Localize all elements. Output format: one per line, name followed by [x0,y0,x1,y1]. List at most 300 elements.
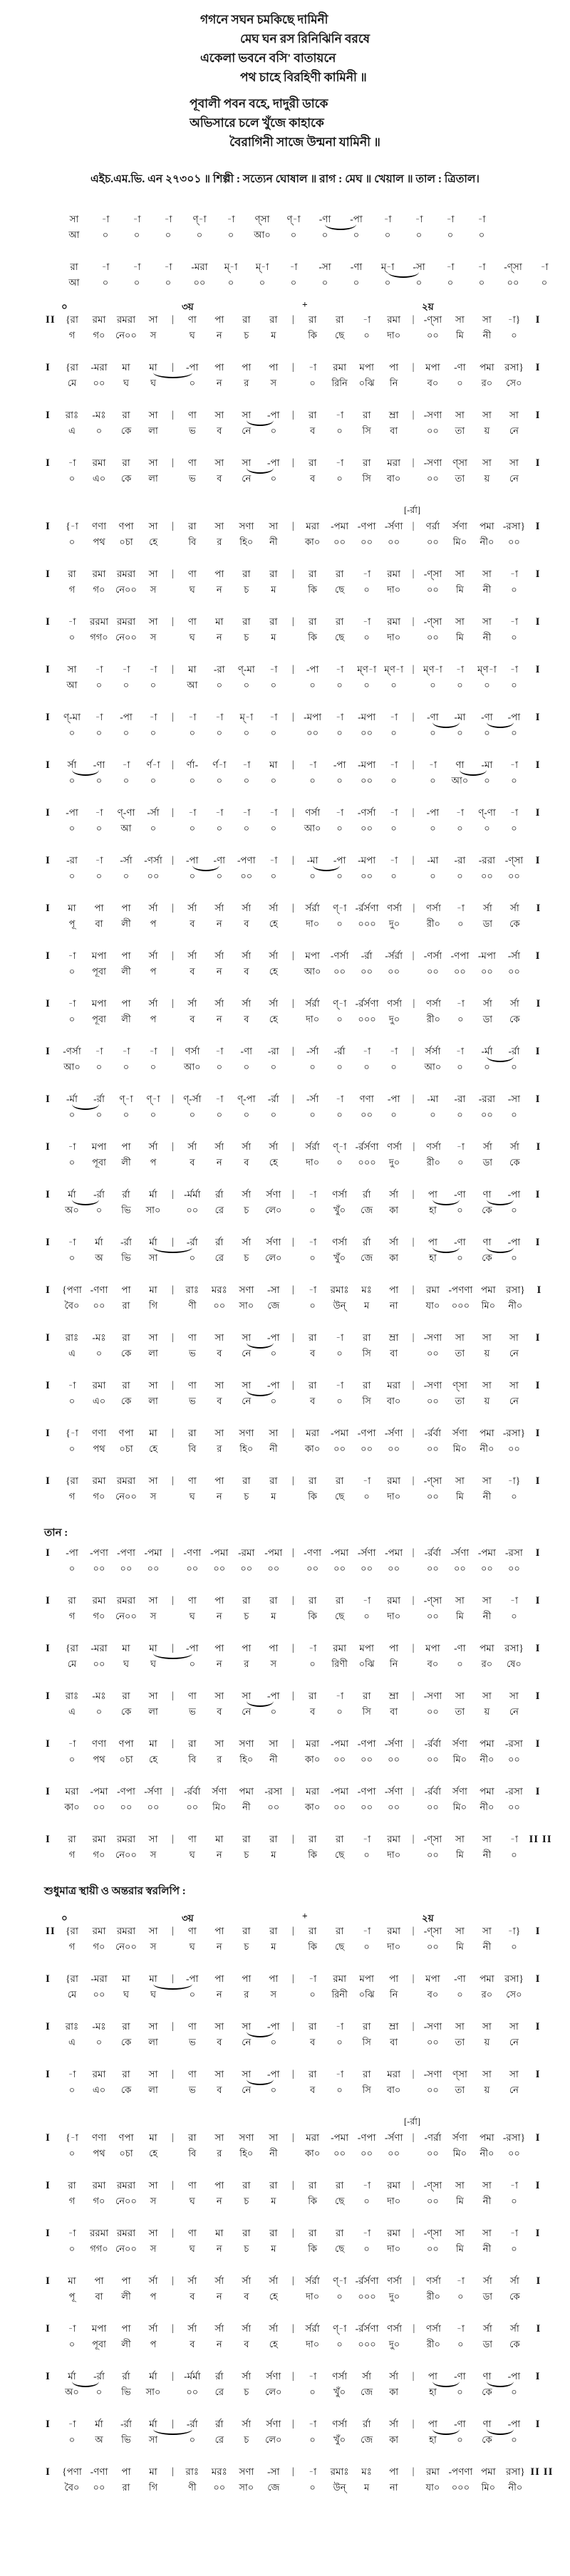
beat-group [419,361,527,389]
swara: ণ্-া [119,1094,133,1104]
swara: র্ণ-া [212,759,227,770]
swara: সা [214,1380,224,1391]
bol-lyric: ০ [363,1061,370,1072]
beat-group [58,1833,167,1861]
tala-marker: + [302,299,308,310]
bol-lyric: ০ [68,2339,76,2349]
note-cell [233,1973,260,2000]
swara: মা [188,664,197,675]
note-cell [326,313,353,341]
note-cell [140,520,167,548]
note-cell [380,1045,408,1073]
note-cell [140,997,167,1025]
bol-lyric: নি [389,378,398,388]
right-barline: I [535,1738,541,1750]
swara: -পমা [331,2132,349,2143]
note-cell [86,902,113,930]
right-barline: I [535,1926,541,1937]
swara: রা [308,2180,317,2191]
note-cell [86,409,113,437]
swara: রমা [387,1926,401,1936]
note-cell [86,2020,113,2048]
note-cell [500,1093,527,1121]
note-cell [140,409,167,437]
swara: -মরা [90,1643,108,1653]
swara: র্ণ-া [146,759,160,770]
bol-lyric: সি [362,1348,371,1359]
bol-lyric: স [150,2196,157,2206]
note-cell [58,950,86,977]
note-cell [380,2020,408,2048]
beat-separator: | [412,1332,415,1343]
swara: -র্সা [306,1046,319,1056]
note-cell [353,313,380,341]
bol-lyric: ০ [390,775,397,786]
beat-group [179,520,287,548]
swara: র্সণা [452,1428,467,1438]
note-cell [500,1642,527,1670]
note-cell [353,1379,380,1407]
swara: মা [215,2228,224,2238]
note-cell [140,2131,167,2159]
left-barline: I [46,2069,51,2080]
swara: রা [188,1738,197,1749]
bol-lyric: ০ [270,1061,277,1072]
beat-group [299,616,408,643]
beat-separator: | [412,2069,415,2079]
note-cell [446,2179,473,2207]
beat-separator: | [291,759,294,770]
beat-group [299,1738,408,1765]
note-cell [500,1973,527,2000]
swara: মা [68,2275,76,2286]
swara: -র্রা [93,2371,105,2382]
beat-separator: | [291,1738,294,1749]
note-cell [326,1379,353,1407]
note-cell [260,1594,287,1622]
bol-lyric: কা০ [304,1443,321,1454]
bol-lyric: ০ [430,775,436,786]
swara: -ণা [454,362,466,373]
beat-group [179,2275,287,2302]
beat-separator: | [172,2021,174,2032]
beat-group [179,2466,287,2493]
right-barline: II II [530,2466,554,2478]
bol-lyric: ০ [68,1396,76,1406]
bol-lyric: ০ [353,277,360,288]
bol-lyric: চ [244,1849,249,1860]
beat-group [299,1973,408,2000]
bol-lyric: এ০ [92,1396,106,1406]
note-cell [353,1141,381,1168]
bol-lyric: ০০ [333,1443,346,1454]
swara: পা [269,1973,279,1984]
bol-lyric: দা০ [306,2291,320,2302]
bol-lyric: ০০ [240,1563,253,1574]
bol-lyric: স [150,1941,157,1952]
left-barline: I [46,998,51,1009]
swara: রা [242,314,251,325]
swara: -া [336,457,344,468]
note-cell [260,1284,287,1312]
notation-line [44,2418,546,2446]
swara: পমা [481,1284,496,1295]
note-cell [501,997,528,1025]
bol-lyric: ০০ [306,727,319,738]
bol-lyric: স [270,1989,277,2000]
bol-lyric: নে০০ [115,2243,137,2254]
note-cell [260,1188,287,1216]
swara: পমা [239,1786,254,1797]
bol-lyric: হা [429,2434,437,2445]
swara: সা [242,2069,252,2079]
beat-group [419,2020,527,2048]
right-barline: I [535,2371,541,2382]
swara: -র্রর্সণা [355,2323,379,2334]
swara: -র্সা [507,950,521,961]
swara: পা [121,998,131,1009]
swara: -া [149,712,157,722]
note-cell [58,1379,86,1407]
bol-lyric: ০০ [93,1989,105,2000]
swara: -া [363,1475,371,1486]
bol-lyric: ০ [336,473,343,484]
bol-lyric: ০০ [426,473,439,484]
swara: -া [68,2069,76,2079]
bol-lyric: ০০ [267,1802,280,1812]
note-cell [380,1188,408,1216]
swara: সা [148,457,158,468]
swara: -মপা [304,712,322,722]
beat-separator: | [291,616,294,627]
bol-lyric: ০ [189,871,196,881]
bol-lyric: ব [310,473,316,484]
bol-lyric: নী [269,536,278,547]
swara: -র্রা [186,1237,198,1247]
beat-group [179,1475,287,1502]
bol-lyric: ০ [336,2339,343,2349]
bol-lyric: চ [244,1205,249,1215]
swara: মা [149,2466,157,2477]
bol-lyric: প [150,966,157,977]
swara: র্সা [242,950,252,961]
bol-lyric: ০ [216,680,223,690]
note-cell [353,806,380,834]
bol-lyric: ০ [290,277,297,288]
beat-separator: | [291,1094,294,1104]
left-barline: II [46,1926,56,1937]
swara: সা [269,2132,279,2143]
bol-lyric: নে [509,473,519,484]
swara: -পণা [117,1547,135,1558]
note-cell [233,1045,260,1073]
note-cell [113,663,140,691]
right-barline: I [535,410,541,421]
swara: রা [308,1926,317,1936]
beat-group [419,663,527,691]
swara: -ণা [454,2419,466,2429]
bol-lyric: বা [390,1348,398,1359]
bol-lyric: ০০ [93,1658,105,1669]
note-cell [473,1475,500,1502]
note-cell [233,1642,260,1670]
note-cell [473,1547,500,1574]
notation-line [44,1045,546,1074]
beat-group [58,616,167,643]
note-cell [58,261,90,289]
beat-separator: | [412,2132,415,2143]
bol-lyric: ০০০ [451,1300,470,1311]
swara: ম্ণ-া [384,664,404,675]
swara: সা [214,521,224,531]
beat-separator: | [291,998,294,1009]
swara: -া [390,1046,398,1056]
swara: ণর্সা [387,1141,403,1152]
note-cell [58,2322,86,2350]
bol-lyric: ০ [511,823,517,833]
bol-lyric: কা০ [304,1754,321,1765]
bol-lyric: ০০ [426,1563,439,1574]
bol-lyric: মি [455,1611,464,1621]
bol-lyric: বি [188,2148,197,2159]
swara: -ণর্সা [144,855,162,866]
note-cell [501,2275,528,2302]
beat-separator: | [172,2069,174,2079]
swara: -া [363,1595,371,1606]
note-cell [419,950,446,977]
swara: -া [309,759,317,770]
swara: -রসা [505,1547,523,1558]
note-cell [140,1547,167,1574]
note-cell [179,568,206,596]
swara: সা [148,568,158,579]
swara: -া [390,759,398,770]
swara: -র্সা [120,855,133,866]
note-cell [206,1093,233,1121]
beat-group [299,1284,408,1312]
bol-lyric: কে [509,2339,520,2349]
bol-lyric: হে [148,1443,158,1454]
bol-lyric: ণী [188,2482,197,2493]
swara: -পমা [144,1547,162,1558]
notation-line [44,1236,546,1264]
note-cell [179,1331,206,1359]
bol-lyric: সি [362,1706,371,1717]
note-cell [500,1833,527,1861]
swara: ণর্সা [332,2371,348,2382]
right-barline: I [536,998,542,1009]
note-cell [113,409,140,437]
bol-lyric: কি [308,1941,318,1952]
swara: -মঃ [92,410,106,420]
swara: -ণর্সা [330,950,349,961]
note-cell [299,2068,326,2096]
note-cell [419,1284,446,1312]
bol-lyric: ০ [511,2196,517,2206]
bol-lyric: ব [190,1157,195,1168]
swara: ণ্-ণা [478,807,496,818]
swara: রা [335,568,344,579]
swara: সা [148,1834,158,1844]
bol-lyric: চ [244,2196,249,2206]
swara: মা [149,1973,157,1984]
bol-lyric: ঘ [189,1849,195,1860]
bol-lyric: হে [269,966,278,977]
note-cell [233,1475,260,1502]
swara: র্সণা [452,2132,467,2143]
swara: -ণা [454,1189,466,1200]
beat-group [299,2466,408,2493]
swara: পা [214,1595,224,1606]
beat-separator: | [412,2419,415,2429]
swara: -র্রর্সণা [355,2275,379,2286]
swara: র্সা [269,1141,279,1152]
left-barline: I [46,1380,51,1391]
beat-group [58,2418,167,2446]
note-cell [233,2227,260,2255]
beat-group [299,2418,408,2446]
bol-lyric: ০ [336,1157,343,1168]
note-cell [353,1284,380,1312]
bol-lyric: দু০ [388,2339,400,2349]
tala-marker: ৩য় [182,1913,194,1923]
bol-lyric: র [217,1754,222,1765]
bol-lyric: ০০ [193,277,206,288]
note-cell [381,997,408,1025]
note-cell [380,313,408,341]
bol-lyric: লা [148,1706,158,1717]
notation-line [44,1738,546,1766]
bol-lyric: ০ [336,680,343,690]
swara: -া [336,1332,344,1343]
beat-separator: | [172,1547,174,1558]
bol-lyric: ০০ [240,871,253,881]
bol-lyric: নী [482,2243,492,2254]
note-cell [179,1045,206,1073]
note-cell [299,1594,326,1622]
beat-separator: | [172,759,174,770]
bol-lyric: ০ [336,2291,343,2302]
note-cell [260,1642,287,1670]
beat-group [58,2179,167,2207]
bol-lyric: ০০ [426,1348,439,1359]
note-cell [206,1833,233,1861]
bol-lyric: রিণী [331,1658,348,1669]
bol-lyric: গ০ [93,1491,105,1502]
left-barline: I [46,1475,51,1487]
note-cell [113,1379,140,1407]
note-cell [206,806,233,834]
swara: ণপা [118,521,134,531]
note-cell [380,1642,408,1670]
bol-lyric: ম [271,1941,276,1952]
swara: -া [415,214,423,224]
swara: -পমা [331,1738,349,1749]
swara: -পা [186,1973,199,1984]
bol-lyric: হে [269,918,278,929]
note-cell [326,759,353,786]
bol-lyric: রে [214,2434,224,2445]
bol-lyric: নে০০ [115,330,137,341]
note-cell [473,2131,500,2159]
bol-lyric: চ [244,584,249,595]
bol-lyric: ভি [121,1205,131,1215]
swara: -রসা [505,1738,523,1749]
swara: সা [69,214,79,224]
beat-separator: | [291,2069,294,2079]
swara: -া [164,214,172,224]
note-cell [419,1045,446,1073]
bol-lyric: ০ [102,277,109,288]
swara: মরঃ [211,1284,227,1295]
swara: -পা [267,2069,280,2079]
bol-lyric: ০ [270,1396,277,1406]
swara: ণা [187,1595,197,1606]
note-cell [206,2466,233,2493]
bol-lyric: ০০০ [358,2291,376,2302]
swara: সা [242,1332,252,1343]
bol-lyric: ০ [336,871,343,881]
swara: -া [336,1690,344,1701]
beat-separator: | [172,664,174,675]
bol-lyric: সি [362,1396,371,1406]
note-cell [474,997,501,1025]
swara: রা [70,261,78,272]
bol-lyric: ০ [321,277,328,288]
swara: -র্রা [333,1046,346,1056]
notation-line [44,2179,546,2208]
bol-lyric: ০ [227,229,234,240]
bol-lyric: ০ [430,823,436,833]
tala-marker: ৩য় [182,301,194,312]
note-cell [206,1594,233,1622]
bol-lyric: কি [308,1849,318,1860]
swara: রা [308,2228,317,2238]
bol-lyric: চ [244,2434,249,2445]
tala-marker: ২য় [422,1913,434,1923]
swara: -া [509,1834,518,1844]
beat-group [419,1594,527,1622]
beat-separator: | [412,362,415,373]
bol-lyric: ০০ [361,536,373,547]
note-cell [233,902,260,930]
swara: ণ্-া [332,2275,347,2286]
note-cell [500,520,527,548]
bol-lyric: তা [455,1396,465,1406]
bol-lyric: এ [68,1348,76,1359]
swara: র্সণা [266,2371,281,2382]
swara: রা [68,1595,76,1606]
note-cell [179,2466,206,2493]
left-barline: I [46,1284,51,1296]
swara: -া [456,903,465,913]
note-cell [113,616,140,643]
swara: {-া [66,2132,78,2143]
swara: -রসা} [502,521,526,531]
swara: রা [188,521,197,531]
swara: র্সর্রা [305,998,320,1009]
beat-separator: | [412,1094,415,1104]
bol-lyric: ঘ [189,1941,195,1952]
left-barline: I [46,903,51,914]
bol-lyric: হি০ [239,2148,254,2159]
note-cell [353,1973,380,2000]
bol-lyric: ০০ [426,584,439,595]
bol-lyric: লী [121,918,131,929]
notation-line [44,520,546,549]
beat-group [419,1642,527,1670]
note-cell [299,2418,326,2446]
